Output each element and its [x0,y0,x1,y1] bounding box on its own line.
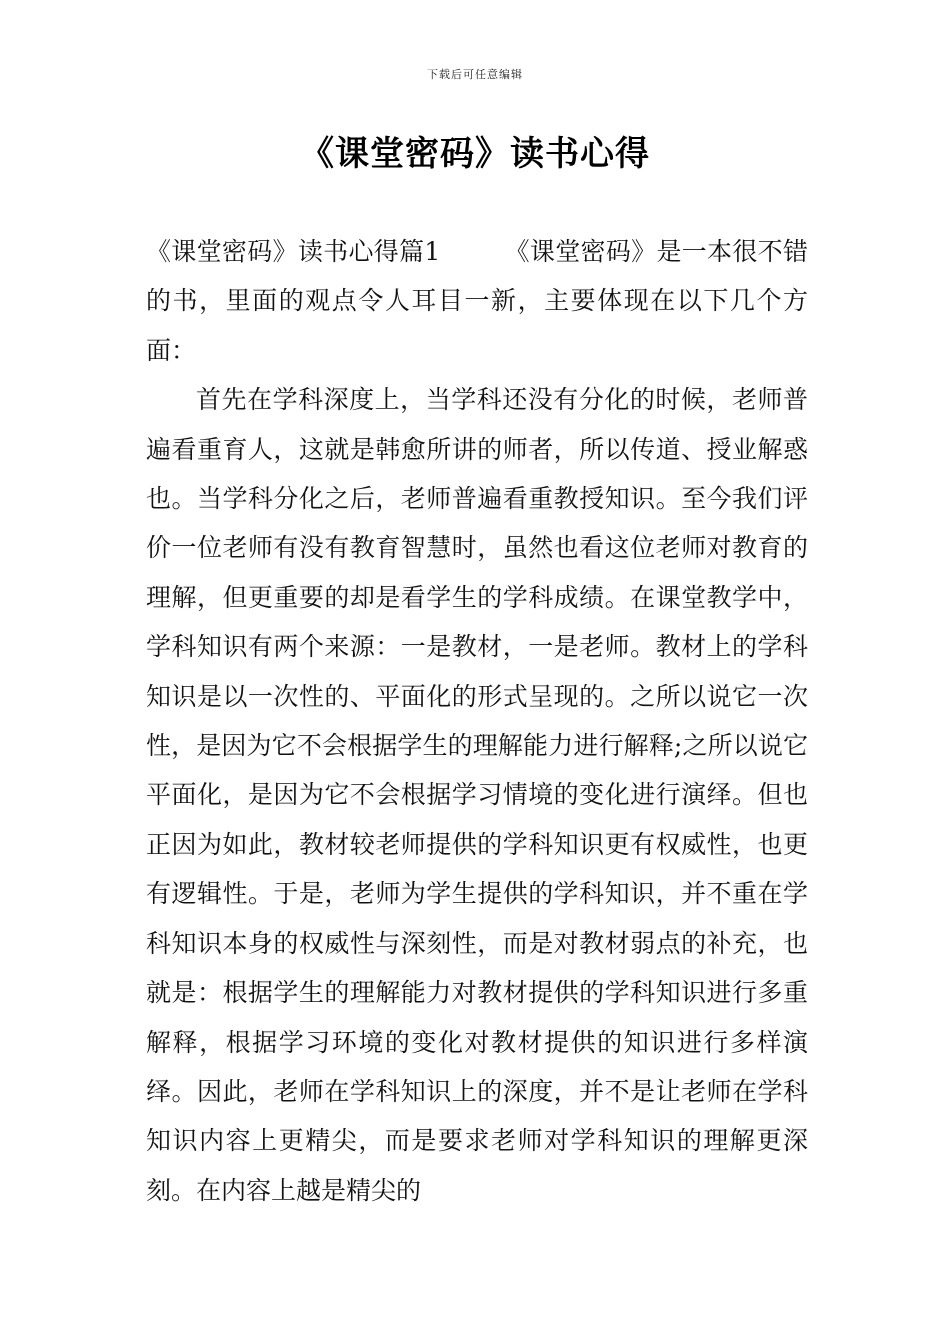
paragraph-intro [146,227,808,375]
paragraph-subject-depth: 首先在学科深度上，当学科还没有分化的时候，老师普遍看重育人，这就是韩愈所讲的师者，所以传道、授业解惑也。当学科分化之后，老师普遍看重教授知识。至今我们评价一位老师有没有教育智慧时，虽然也看这位老师对教育的理解，但更重要的却是看学生的学科成绩。在课堂教学中，学科知识有两个来源：一是教材，一是老师。教材上的学科知识是以一次性的、平面化的形式呈现的。之所以说它一次性，是因为它不会根据学生的理解能力进行解释;之所以说它平面化，是因为它不会根据学习情境的变化进行演绎。但也正因为如此，教材较老师提供的学科知识更有权威性，也更有逻辑性。于是，老师为学生提供的学科知识，并不重在学科知识本身的权威性与深刻性，而是对教材弱点的补充，也就是：根据学生的理解能力对教材提供的学科知识进行多重解释，根据学习环境的变化对教材提供的知识进行多样演绎。因此，老师在学科知识上的深度，并不是让老师在学科知识内容上更精尖，而是要求老师对学科知识的理解更深刻。在内容上越是精尖的 [146,385,808,1205]
page-header-note: 下载后可任意编辑 [427,68,523,81]
document-title: 《课堂密码》读书心得 [300,134,650,174]
section-heading: 《课堂密码》读书心得篇1 [146,237,441,266]
document-body [146,227,808,1215]
paragraph-text: 《课堂密码》是一本很不错的书，里面的观点令人耳目一新，主要体现在以下几个方面： [146,237,808,365]
